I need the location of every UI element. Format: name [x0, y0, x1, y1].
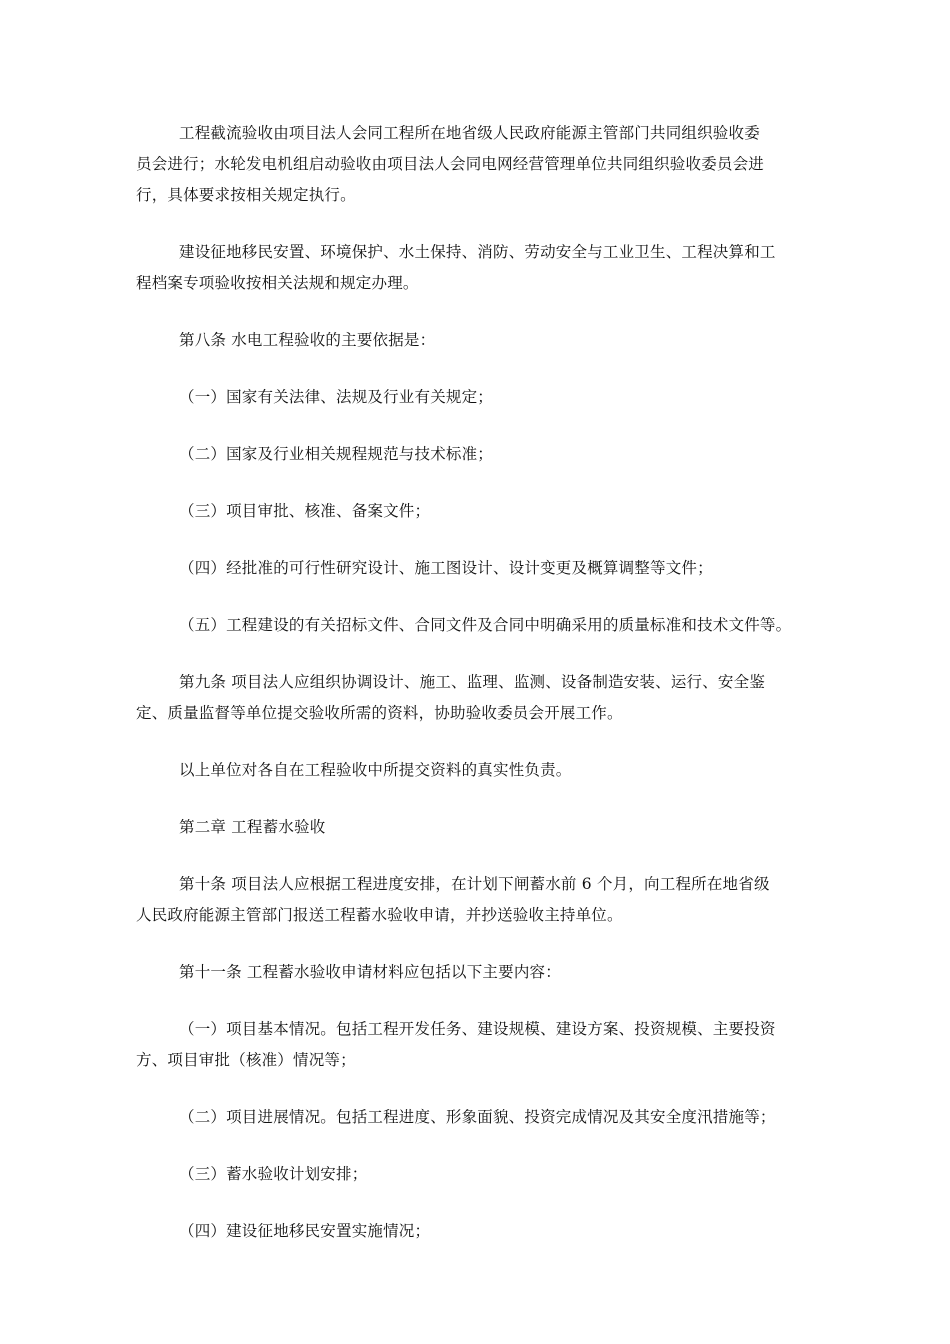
paragraph-line: 定、质量监督等单位提交验收所需的资料，协助验收委员会开展工作。 [136, 704, 623, 722]
paragraph-line: 程档案专项验收按相关法规和规定办理。 [136, 274, 419, 292]
paragraph [136, 496, 812, 527]
paragraph-line: 以上单位对各自在工程验收中所提交资料的真实性负责。 [179, 761, 572, 779]
paragraph-line: 第八条 水电工程验收的主要依据是： [179, 331, 436, 349]
paragraph-line: （三）蓄水验收计划安排； [179, 1165, 368, 1183]
paragraph-line: 人民政府能源主管部门报送工程蓄水验收申请，并抄送验收主持单位。 [136, 906, 623, 924]
paragraph [136, 755, 812, 786]
paragraph [136, 812, 812, 843]
paragraph-line: 第九条 项目法人应组织协调设计、施工、监理、监测、设备制造安装、运行、安全鉴 [179, 673, 766, 691]
paragraph [136, 610, 812, 641]
paragraph [136, 869, 812, 931]
paragraph [136, 118, 812, 211]
paragraph-line: （二）国家及行业相关规程规范与技术标准； [179, 445, 494, 463]
document-page [136, 118, 812, 1273]
paragraph [136, 237, 812, 299]
paragraph [136, 325, 812, 356]
paragraph [136, 1159, 812, 1190]
paragraph-line: （四）建设征地移民安置实施情况； [179, 1222, 431, 1240]
paragraph-line: 方、项目审批（核准）情况等； [136, 1051, 356, 1069]
paragraph [136, 1014, 812, 1076]
paragraph-line: （四）经批准的可行性研究设计、施工图设计、设计变更及概算调整等文件； [179, 559, 713, 577]
paragraph-line: 行，具体要求按相关规定执行。 [136, 186, 356, 204]
paragraph [136, 957, 812, 988]
paragraph-line: （五）工程建设的有关招标文件、合同文件及合同中明确采用的质量标准和技术文件等。 [179, 616, 792, 634]
paragraph-line: 员会进行；水轮发电机组启动验收由项目法人会同电网经营管理单位共同组织验收委员会进 [136, 155, 765, 173]
paragraph-line: 第十条 项目法人应根据工程进度安排，在计划下闸蓄水前 6 个月，向工程所在地省级 [179, 875, 770, 893]
paragraph-line: （一）国家有关法律、法规及行业有关规定； [179, 388, 494, 406]
paragraph-line: （一）项目基本情况。包括工程开发任务、建设规模、建设方案、投资规模、主要投资 [179, 1020, 776, 1038]
paragraph-line: 工程截流验收由项目法人会同工程所在地省级人民政府能源主管部门共同组织验收委 [179, 124, 760, 142]
paragraph [136, 382, 812, 413]
paragraph-line: 第二章 工程蓄水验收 [179, 818, 326, 836]
paragraph [136, 553, 812, 584]
paragraph-line: 第十一条 工程蓄水验收申请材料应包括以下主要内容： [179, 963, 561, 981]
paragraph-line: （二）项目进展情况。包括工程进度、形象面貌、投资完成情况及其安全度汛措施等； [179, 1108, 776, 1126]
paragraph [136, 667, 812, 729]
paragraph [136, 1216, 812, 1247]
paragraph [136, 439, 812, 470]
paragraph [136, 1102, 812, 1133]
paragraph-line: （三）项目审批、核准、备案文件； [179, 502, 431, 520]
paragraph-line: 建设征地移民安置、环境保护、水土保持、消防、劳动安全与工业卫生、工程决算和工 [179, 243, 776, 261]
